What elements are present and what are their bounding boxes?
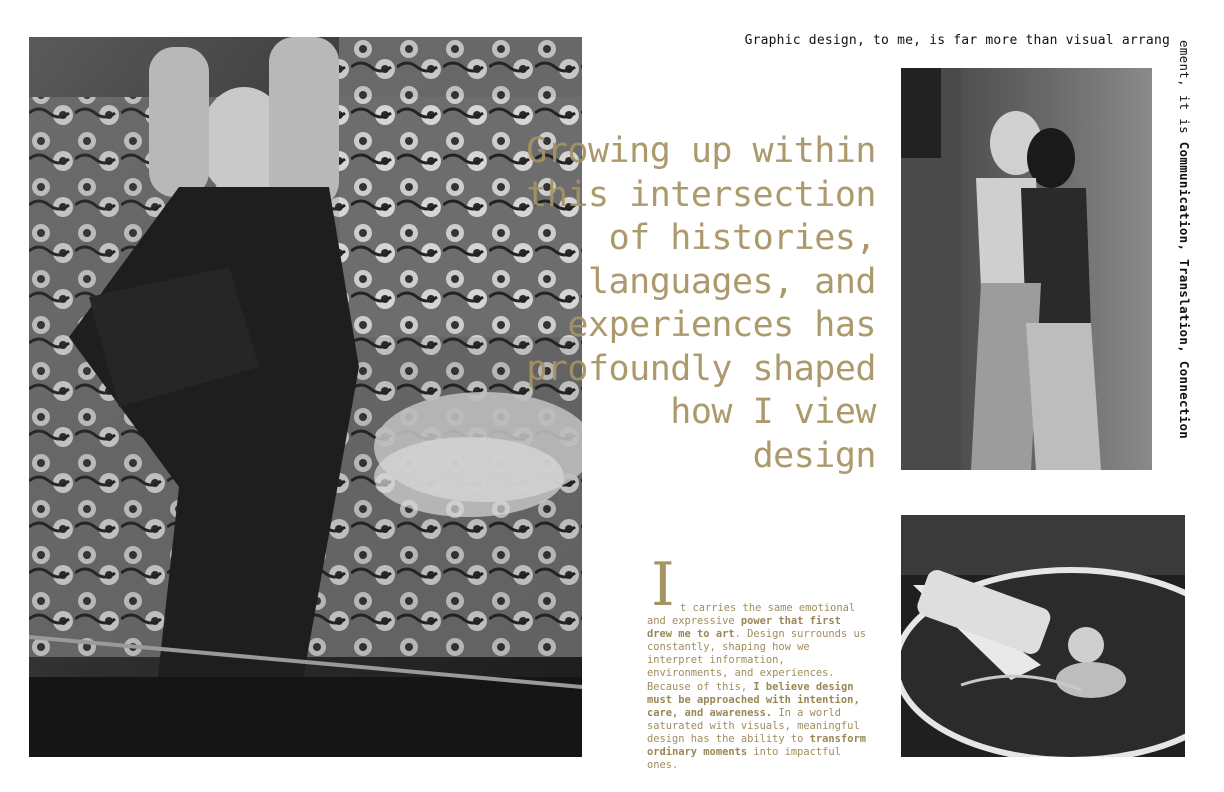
headline-line: languages, and [587,261,876,302]
photo-baby-in-pool [901,515,1185,757]
headline-line: of histories, [608,218,876,258]
intro-statement: Graphic design, to me, is far more than visual arrang [744,33,1170,48]
headline-line: design [752,435,876,476]
body-paragraph-block [647,550,869,772]
body-lead-line: t carries the same emotional [680,602,856,614]
drop-cap: I [651,550,675,620]
photo-two-people-embracing [901,68,1152,470]
body-emphasis: I believe design must be approached with intention, care, and awareness. [647,680,860,719]
headline-line: this intersection [526,174,876,215]
body-text-segment: . Design surrounds us constantly, shaping how we interpret information, environments, and experiences. Because of this, [647,628,866,693]
headline-line: Growing up within [526,131,876,171]
intro-statement-vertical [1172,40,1192,460]
headline-line: profoundly shaped [526,348,876,389]
body-emphasis: power that first drew me to art [647,615,841,641]
body-text-segment: In a world saturated with visuals, meaningful design has the ability to [647,706,860,745]
body-emphasis: transform ordinary moments [647,732,866,759]
headline-line: how I view [670,392,876,432]
headline-line: experiences has [567,305,876,345]
body-text-segment: into impactful ones. [647,746,841,772]
body-text-segment: and expressive [647,615,741,628]
intro-vertical-keywords: Communication, Translation, Connection [1177,141,1192,440]
intro-vertical-prefix: ement, it is [1177,40,1192,142]
body-paragraph [647,602,869,772]
headline [470,130,876,478]
